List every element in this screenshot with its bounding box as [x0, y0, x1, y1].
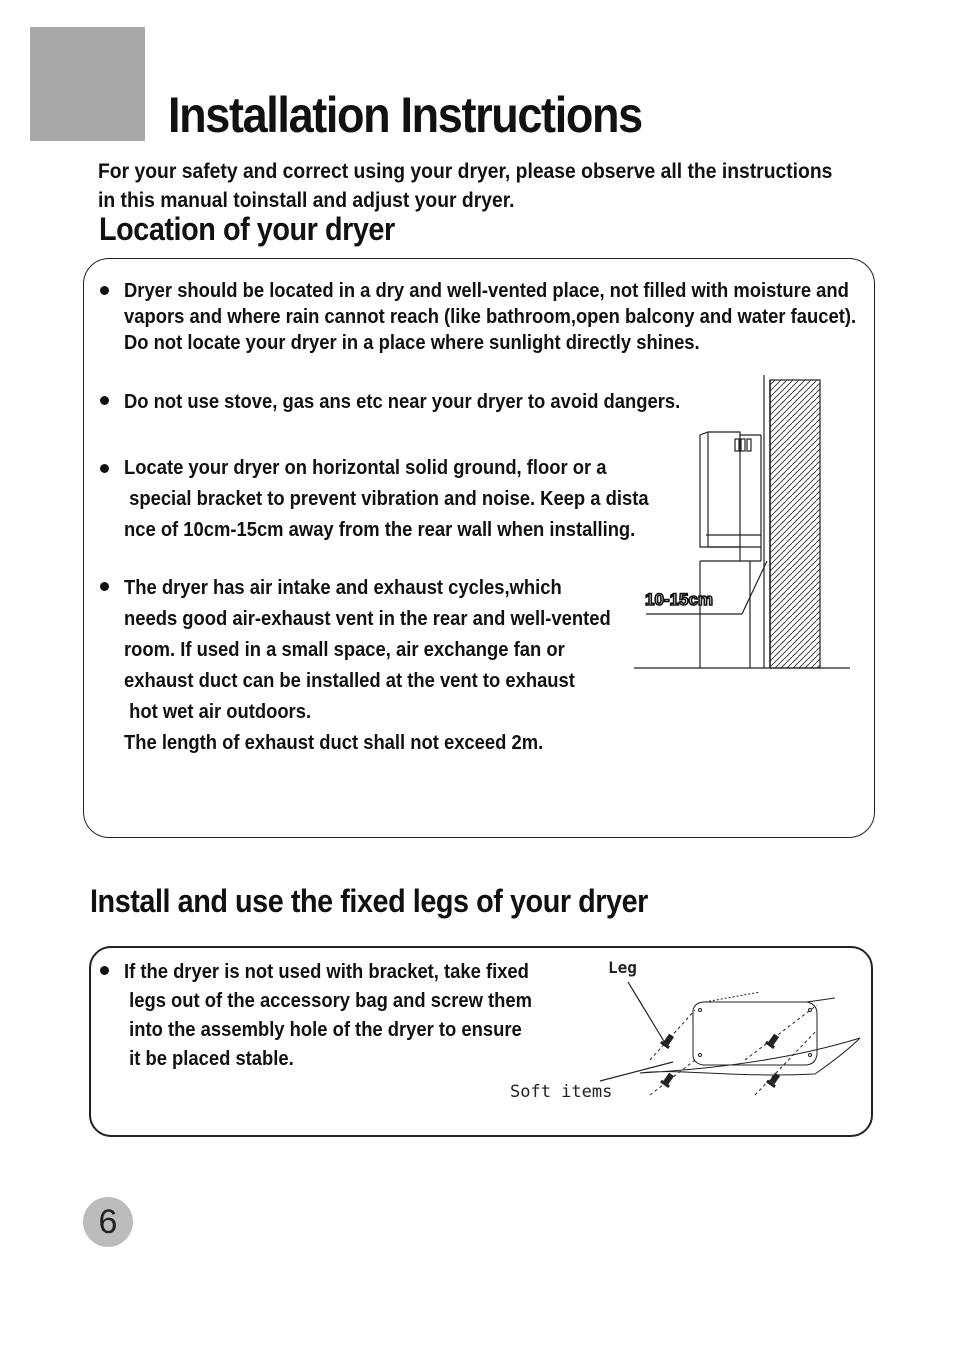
bullet-dot [100, 582, 109, 591]
location-bullet-3 [124, 453, 649, 546]
text-line: needs good air-exhaust vent in the rear and well-vented [124, 608, 611, 630]
text-line: Do not use stove, gas ans etc near your dryer to avoid dangers. [124, 391, 681, 413]
text-line: legs out of the accessory bag and screw them [124, 990, 532, 1012]
legs-diagram [505, 950, 865, 1110]
leg-screw [660, 1072, 676, 1088]
text-line: exhaust duct can be installed at the vent to exhaust [124, 670, 575, 692]
text-line: into the assembly hole of the dryer to ensure [124, 1019, 522, 1041]
wall-clearance-diagram [630, 375, 855, 675]
location-heading: Location of your dryer [99, 211, 395, 247]
location-bullet-2 [124, 389, 680, 415]
text-line: Dryer should be located in a dry and well-vented place, not filled with moisture and [124, 280, 849, 302]
intro-line: in this manual toinstall and adjust your dryer. [98, 189, 515, 212]
header-gray-block [30, 27, 145, 141]
distance-label: 10-15cm [645, 590, 714, 609]
leg-screw [766, 1072, 782, 1088]
legs-bullet [124, 958, 532, 1074]
text-line: Locate your dryer on horizontal solid ground, floor or a [124, 457, 607, 479]
dryer-silhouette [700, 432, 761, 668]
text-line: hot wet air outdoors. [124, 701, 312, 723]
dryer-underside [693, 1002, 817, 1065]
leg-label: Leg [608, 958, 637, 977]
text-line: The length of exhaust duct shall not exceed 2m. [124, 732, 544, 754]
bullet-dot [100, 396, 109, 405]
location-bullet-4 [124, 573, 611, 759]
soft-items-label: Soft items [510, 1082, 613, 1102]
text-line: nce of 10cm-15cm away from the rear wall when installing. [124, 519, 636, 541]
intro-text [98, 157, 832, 215]
bullet-dot [100, 966, 109, 975]
text-line: The dryer has air intake and exhaust cycles,which [124, 577, 562, 599]
page-title: Installation Instructions [168, 87, 642, 143]
text-line: If the dryer is not used with bracket, take fixed [124, 961, 529, 983]
text-line: vapors and where rain cannot reach (like bathroom,open balcony and water faucet). [124, 306, 857, 328]
bullet-dot [100, 286, 109, 295]
bullet-dot [100, 464, 109, 473]
rear-wall [770, 380, 820, 668]
legs-heading: Install and use the fixed legs of your dryer [90, 883, 648, 919]
text-line: it be placed stable. [124, 1048, 294, 1070]
text-line: special bracket to prevent vibration and noise. Keep a dista [124, 488, 649, 510]
leg-screw [765, 1033, 781, 1049]
text-line: room. If used in a small space, air exchange fan or [124, 639, 565, 661]
text-line: Do not locate your dryer in a place where sunlight directly shines. [124, 332, 700, 354]
page-number: 6 [83, 1197, 133, 1247]
location-bullet-1 [124, 278, 856, 356]
intro-line: For your safety and correct using your dryer, please observe all the instructions [98, 160, 833, 183]
